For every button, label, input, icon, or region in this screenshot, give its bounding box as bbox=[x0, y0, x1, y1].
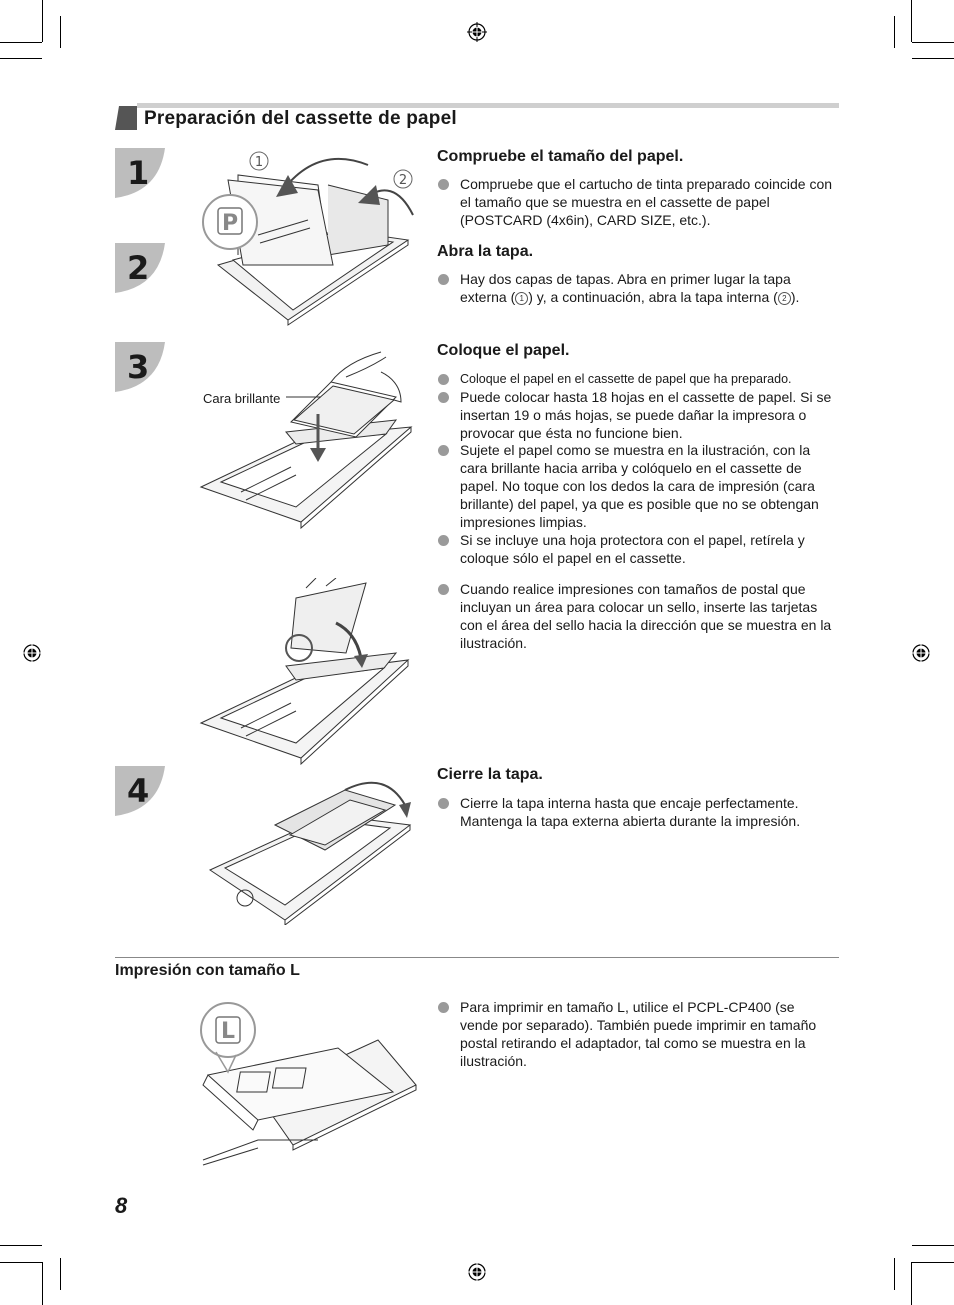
crop-mark bbox=[60, 16, 61, 48]
step2-text-prefix: Hay dos capas de tapas. Abra en primer lugar la tapa externa ( bbox=[460, 271, 791, 305]
callout-number-1: 1 bbox=[254, 155, 264, 170]
subsection-title: Impresión con tamaño L bbox=[115, 962, 300, 979]
step-badge-4 bbox=[115, 766, 165, 816]
l-size-cassette-illustration bbox=[198, 1000, 420, 1175]
section-tab-icon bbox=[115, 106, 137, 130]
crop-mark bbox=[911, 1262, 912, 1305]
crop-mark bbox=[912, 1245, 954, 1246]
size-label-p: P bbox=[221, 211, 239, 236]
bullet-icon bbox=[438, 535, 449, 546]
crop-mark bbox=[911, 0, 912, 42]
glossy-side-callout: Cara brillante bbox=[203, 391, 281, 406]
step4-bullet-1: Cierre la tapa interna hasta que encaje perfectamente. Mantenga la tapa externa abierta durante la impresión. bbox=[460, 795, 801, 829]
crop-mark bbox=[912, 1262, 954, 1263]
step2-text-middle: ) y, a continuación, abra la tapa interna ( bbox=[528, 289, 778, 305]
step3-bullet-5: Cuando realice impresiones con tamaños de postal que incluyan un área para colocar un sello, inserte las tarjetas con el área del sello hacia la dirección que se muestra en la ilustración. bbox=[460, 581, 832, 651]
bullet-icon bbox=[438, 392, 449, 403]
step4-heading: Cierre la tapa. bbox=[437, 766, 543, 783]
paper-loading-illustration bbox=[196, 342, 418, 532]
bullet-icon bbox=[438, 374, 449, 385]
postcard-insertion-illustration bbox=[196, 578, 414, 768]
crop-mark bbox=[60, 1258, 61, 1290]
bullet-icon bbox=[438, 1002, 449, 1013]
crop-mark bbox=[894, 16, 895, 48]
step-number: 4 bbox=[127, 772, 150, 810]
step3-bullet-2: Puede colocar hasta 18 hojas en el cassette de papel. Si se insertan 19 o más hojas, se puede dañar la impresora o provocar que ésta no funcione bien. bbox=[460, 389, 832, 441]
bullet-icon bbox=[438, 445, 449, 456]
cassette-open-illustration bbox=[198, 145, 420, 327]
callout-number-2: 2 bbox=[398, 173, 408, 188]
step-number: 3 bbox=[127, 348, 150, 386]
step2-bullet-1 bbox=[460, 270, 840, 306]
step2-text-suffix: ). bbox=[790, 289, 800, 305]
section-title: Preparación del cassette de papel bbox=[144, 108, 457, 129]
step-badge-1 bbox=[115, 148, 165, 198]
bullet-icon bbox=[438, 798, 449, 809]
bullet-icon bbox=[438, 179, 449, 190]
crop-mark bbox=[0, 58, 42, 59]
crop-mark bbox=[42, 0, 43, 42]
crop-mark bbox=[0, 1262, 42, 1263]
crop-mark bbox=[0, 1245, 42, 1246]
registration-mark-icon bbox=[22, 643, 42, 663]
step3-bullet-1: Coloque el papel en el cassette de papel que ha preparado. bbox=[460, 372, 792, 386]
registration-mark-icon bbox=[467, 1262, 487, 1282]
step-badge-3 bbox=[115, 342, 165, 392]
bullet-icon bbox=[438, 584, 449, 595]
close-cover-illustration bbox=[205, 780, 415, 925]
step1-bullet-1: Compruebe que el cartucho de tinta preparado coincide con el tamaño que se muestra en el cassette de papel (POSTCARD (4x6in), CARD SIZE, etc.). bbox=[460, 176, 833, 228]
size-label-l: L bbox=[220, 1019, 236, 1044]
bullet-icon bbox=[438, 274, 449, 285]
crop-mark bbox=[912, 42, 954, 43]
step-badge-2 bbox=[115, 243, 165, 293]
step3-bullet-4: Si se incluye una hoja protectora con el papel, retírela y coloque sólo el papel en el cassette. bbox=[460, 532, 805, 566]
crop-mark bbox=[0, 42, 42, 43]
step3-heading: Coloque el papel. bbox=[437, 342, 570, 359]
crop-mark bbox=[912, 58, 954, 59]
lsize-bullet-1: Para imprimir en tamaño L, utilice el PCPL-CP400 (se vende por separado). También puede imprimir en tamaño postal retirando el adaptador, tal como se muestra en la ilustración. bbox=[460, 999, 817, 1069]
crop-mark bbox=[894, 1258, 895, 1290]
step-number: 1 bbox=[127, 154, 150, 192]
circled-number-1-icon: 1 bbox=[515, 292, 528, 305]
circled-number-2-icon: 2 bbox=[778, 292, 791, 305]
page-number: 8 bbox=[115, 1193, 128, 1218]
subsection-divider bbox=[115, 957, 839, 958]
crop-mark bbox=[42, 1262, 43, 1305]
step-number: 2 bbox=[127, 249, 150, 287]
step3-bullet-3: Sujete el papel como se muestra en la ilustración, con la cara brillante hacia arriba y colóquelo en el cassette de papel. No toque con los dedos la cara de impresión (cara brillante) del papel, ya que es posible que no se obtengan impresiones limpias. bbox=[460, 442, 819, 530]
step1-heading: Compruebe el tamaño del papel. bbox=[437, 148, 684, 165]
registration-mark-icon bbox=[467, 22, 487, 42]
step2-heading: Abra la tapa. bbox=[437, 243, 534, 260]
registration-mark-icon bbox=[911, 643, 931, 663]
